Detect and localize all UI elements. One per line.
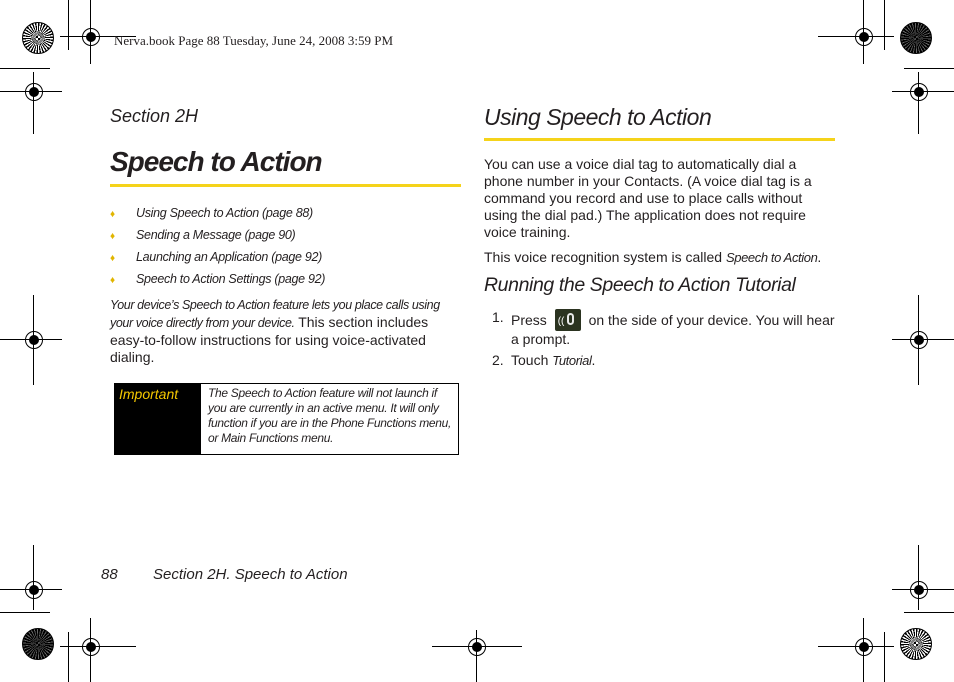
important-note bbox=[114, 383, 459, 455]
diamond-bullet-icon: ♦ bbox=[110, 231, 115, 242]
step-text-suffix: . bbox=[591, 352, 596, 368]
crop-line bbox=[0, 68, 50, 69]
crop-line bbox=[904, 612, 954, 613]
crop-line bbox=[0, 91, 62, 92]
para-term: Speech to Action bbox=[726, 250, 818, 265]
toc-item[interactable] bbox=[110, 202, 325, 224]
diamond-bullet-icon: ♦ bbox=[110, 209, 115, 220]
diamond-bullet-icon: ♦ bbox=[110, 275, 115, 286]
crop-line bbox=[904, 68, 954, 69]
crop-line bbox=[818, 36, 894, 37]
toc-item[interactable] bbox=[110, 246, 325, 268]
crop-line bbox=[0, 339, 62, 340]
body-paragraph bbox=[484, 249, 836, 266]
crop-line bbox=[918, 72, 919, 134]
intro-lead: Your device’s Speech to Action feature lets you place calls using your voice directly from your device. bbox=[110, 298, 440, 330]
color-bar-top-left-icon bbox=[22, 22, 54, 54]
step-term: Tutorial bbox=[552, 353, 592, 368]
crop-line bbox=[90, 618, 91, 682]
chapter-title: Speech to Action bbox=[110, 146, 322, 177]
crop-line bbox=[90, 0, 91, 64]
crop-line bbox=[60, 646, 136, 647]
crop-line bbox=[884, 0, 885, 50]
step-1 bbox=[492, 309, 837, 348]
crop-line bbox=[892, 589, 954, 590]
crop-line bbox=[33, 295, 34, 385]
color-bar-bottom-right-icon bbox=[900, 628, 932, 660]
registration-mark-icon bbox=[910, 83, 928, 101]
intro-rest: This section includes easy-to-follow instructions for using voice-activated dialing. bbox=[110, 314, 429, 365]
registration-mark-icon bbox=[25, 581, 43, 599]
step-number: 1. bbox=[492, 309, 504, 325]
crop-line bbox=[918, 295, 919, 385]
step-number: 2. bbox=[492, 352, 504, 368]
registration-mark-icon bbox=[25, 83, 43, 101]
section-label: Section 2H bbox=[110, 106, 199, 126]
registration-mark-icon bbox=[910, 331, 928, 349]
registration-mark-icon bbox=[468, 638, 486, 656]
section-toc bbox=[110, 202, 325, 290]
crop-line bbox=[0, 589, 62, 590]
color-bar-top-right-icon bbox=[900, 22, 932, 54]
registration-mark-icon bbox=[25, 331, 43, 349]
section-title: Using Speech to Action bbox=[484, 104, 712, 130]
para-suffix: . bbox=[817, 249, 822, 265]
footer-title: Section 2H. Speech to Action bbox=[153, 566, 348, 583]
registration-mark-icon bbox=[855, 28, 873, 46]
color-bar-bottom-left-icon bbox=[22, 628, 54, 660]
crop-line bbox=[892, 339, 954, 340]
crop-line bbox=[432, 646, 522, 647]
crop-line bbox=[68, 632, 69, 682]
step-2 bbox=[492, 352, 837, 369]
registration-mark-icon bbox=[855, 638, 873, 656]
section-title-rule bbox=[484, 138, 835, 141]
toc-item-label: Sending a Message (page 90) bbox=[136, 228, 296, 242]
para-prefix: This voice recognition system is called bbox=[484, 249, 726, 265]
step-text-suffix: on the side of your device. You will hear a prompt. bbox=[511, 312, 835, 347]
toc-item-label: Using Speech to Action (page 88) bbox=[136, 206, 313, 220]
toc-item[interactable] bbox=[110, 268, 325, 290]
toc-item-label: Speech to Action Settings (page 92) bbox=[136, 272, 326, 286]
note-label: Important bbox=[115, 384, 201, 454]
crop-line bbox=[863, 618, 864, 682]
page-number: 88 bbox=[101, 566, 118, 583]
diamond-bullet-icon: ♦ bbox=[110, 253, 115, 264]
crop-line bbox=[33, 72, 34, 134]
body-paragraph: You can use a voice dial tag to automatically dial a phone number in your Contacts. (A voice dial tag is a command you record and use to place calls without using the dial pad.) The application does not require voice training. bbox=[484, 156, 812, 240]
crop-line bbox=[918, 545, 919, 610]
registration-mark-icon bbox=[82, 638, 100, 656]
registration-mark-icon bbox=[82, 28, 100, 46]
step-text-prefix: Touch bbox=[511, 352, 553, 368]
voice-mic-icon bbox=[555, 309, 581, 331]
crop-line bbox=[863, 0, 864, 64]
note-text: The Speech to Action feature will not launch if you are currently in an active menu. It will only function if you are in the Phone Functions menu, or Main Functions menu. bbox=[208, 386, 452, 445]
toc-item-label: Launching an Application (page 92) bbox=[136, 250, 323, 264]
crop-line bbox=[68, 0, 69, 50]
step-text-prefix: Press bbox=[511, 312, 551, 328]
toc-item[interactable] bbox=[110, 224, 325, 246]
crop-line bbox=[476, 630, 477, 682]
subsection-title: Running the Speech to Action Tutorial bbox=[484, 274, 796, 296]
crop-line bbox=[884, 632, 885, 682]
registration-mark-icon bbox=[910, 581, 928, 599]
intro-paragraph bbox=[110, 296, 462, 366]
crop-line bbox=[818, 646, 894, 647]
crop-line bbox=[33, 545, 34, 610]
chapter-title-rule bbox=[110, 184, 461, 187]
print-header: Nerva.book Page 88 Tuesday, June 24, 2008 3:59 PM bbox=[114, 33, 394, 48]
crop-line bbox=[892, 91, 954, 92]
crop-line bbox=[0, 612, 50, 613]
